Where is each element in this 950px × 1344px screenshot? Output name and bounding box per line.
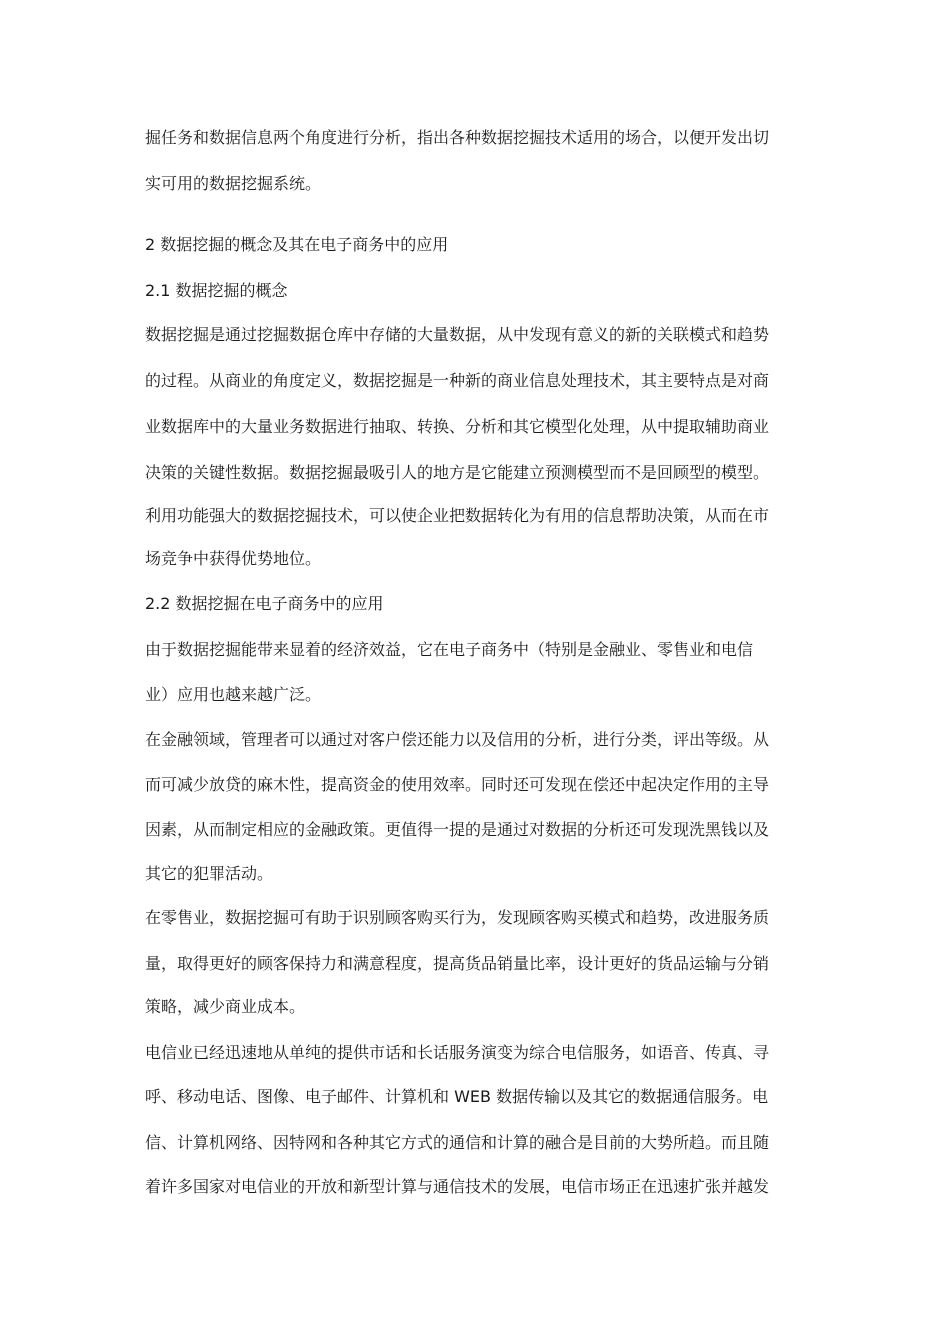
paragraph-telecom-line-1: 电信业已经迅速地从单纯的提供市话和长话服务演变为综合电信服务，如语音、传真、寻 — [145, 1043, 770, 1062]
paragraph-concept-line-1: 数据挖掘是通过挖掘数据仓库中存储的大量数据，从中发现有意义的新的关联模式和趋势 — [145, 325, 770, 344]
subsection-heading-2-1: 2.1 数据挖掘的概念 — [145, 281, 288, 300]
paragraph-concept-line-3: 业数据库中的大量业务数据进行抽取、转换、分析和其它模型化处理，从中提取辅助商业 — [145, 417, 770, 436]
paragraph-concept-line-5: 利用功能强大的数据挖掘技术，可以使企业把数据转化为有用的信息帮助决策，从而在市 — [145, 506, 770, 525]
paragraph-finance-line-2: 而可减少放贷的麻木性，提高资金的使用效率。同时还可发现在偿还中起决定作用的主导 — [145, 775, 770, 794]
paragraph-concept-line-4: 决策的关键性数据。数据挖掘最吸引人的地方是它能建立预测模型而不是回顾型的模型。 — [145, 463, 770, 482]
paragraph-concept-line-2: 的过程。从商业的角度定义，数据挖掘是一种新的商业信息处理技术，其主要特点是对商 — [145, 371, 770, 390]
paragraph-retail-line-1: 在零售业，数据挖掘可有助于识别顾客购买行为，发现顾客购买模式和趋势，改进服务质 — [145, 908, 770, 927]
paragraph-retail-line-3: 策略，减少商业成本。 — [145, 997, 306, 1016]
section-heading-2: 2 数据挖掘的概念及其在电子商务中的应用 — [145, 235, 449, 254]
paragraph-concept-line-6: 场竞争中获得优势地位。 — [145, 549, 322, 568]
paragraph-telecom-line-4: 着许多国家对电信业的开放和新型计算与通信技术的发展，电信市场正在迅速扩张并越发 — [145, 1177, 770, 1196]
paragraph-finance-line-4: 其它的犯罪活动。 — [145, 864, 274, 883]
paragraph-finance-line-1: 在金融领域，管理者可以通过对客户偿还能力以及信用的分析，进行分类，评出等级。从 — [145, 730, 770, 749]
subsection-heading-2-2: 2.2 数据挖掘在电子商务中的应用 — [145, 594, 384, 613]
paragraph-finance-line-3: 因素，从而制定相应的金融政策。更值得一提的是通过对数据的分析还可发现洗黑钱以及 — [145, 820, 770, 839]
paragraph-application-line-1: 由于数据挖掘能带来显着的经济效益，它在电子商务中（特别是金融业、零售业和电信 — [145, 640, 754, 659]
paragraph-telecom-line-2: 呼、移动电话、图像、电子邮件、计算机和 WEB 数据传输以及其它的数据通信服务。电 — [145, 1087, 769, 1106]
paragraph-application-line-2: 业）应用也越来越广泛。 — [145, 685, 322, 704]
paragraph-telecom-line-3: 信、计算机网络、因特网和各种其它方式的通信和计算的融合是目前的大势所趋。而且随 — [145, 1133, 770, 1152]
paragraph-intro-line-1: 掘任务和数据信息两个角度进行分析，指出各种数据挖掘技术适用的场合，以便开发出切 — [145, 128, 770, 147]
paragraph-intro-line-2: 实可用的数据挖掘系统。 — [145, 174, 322, 193]
paragraph-retail-line-2: 量，取得更好的顾客保持力和满意程度，提高货品销量比率，设计更好的货品运输与分销 — [145, 954, 770, 973]
